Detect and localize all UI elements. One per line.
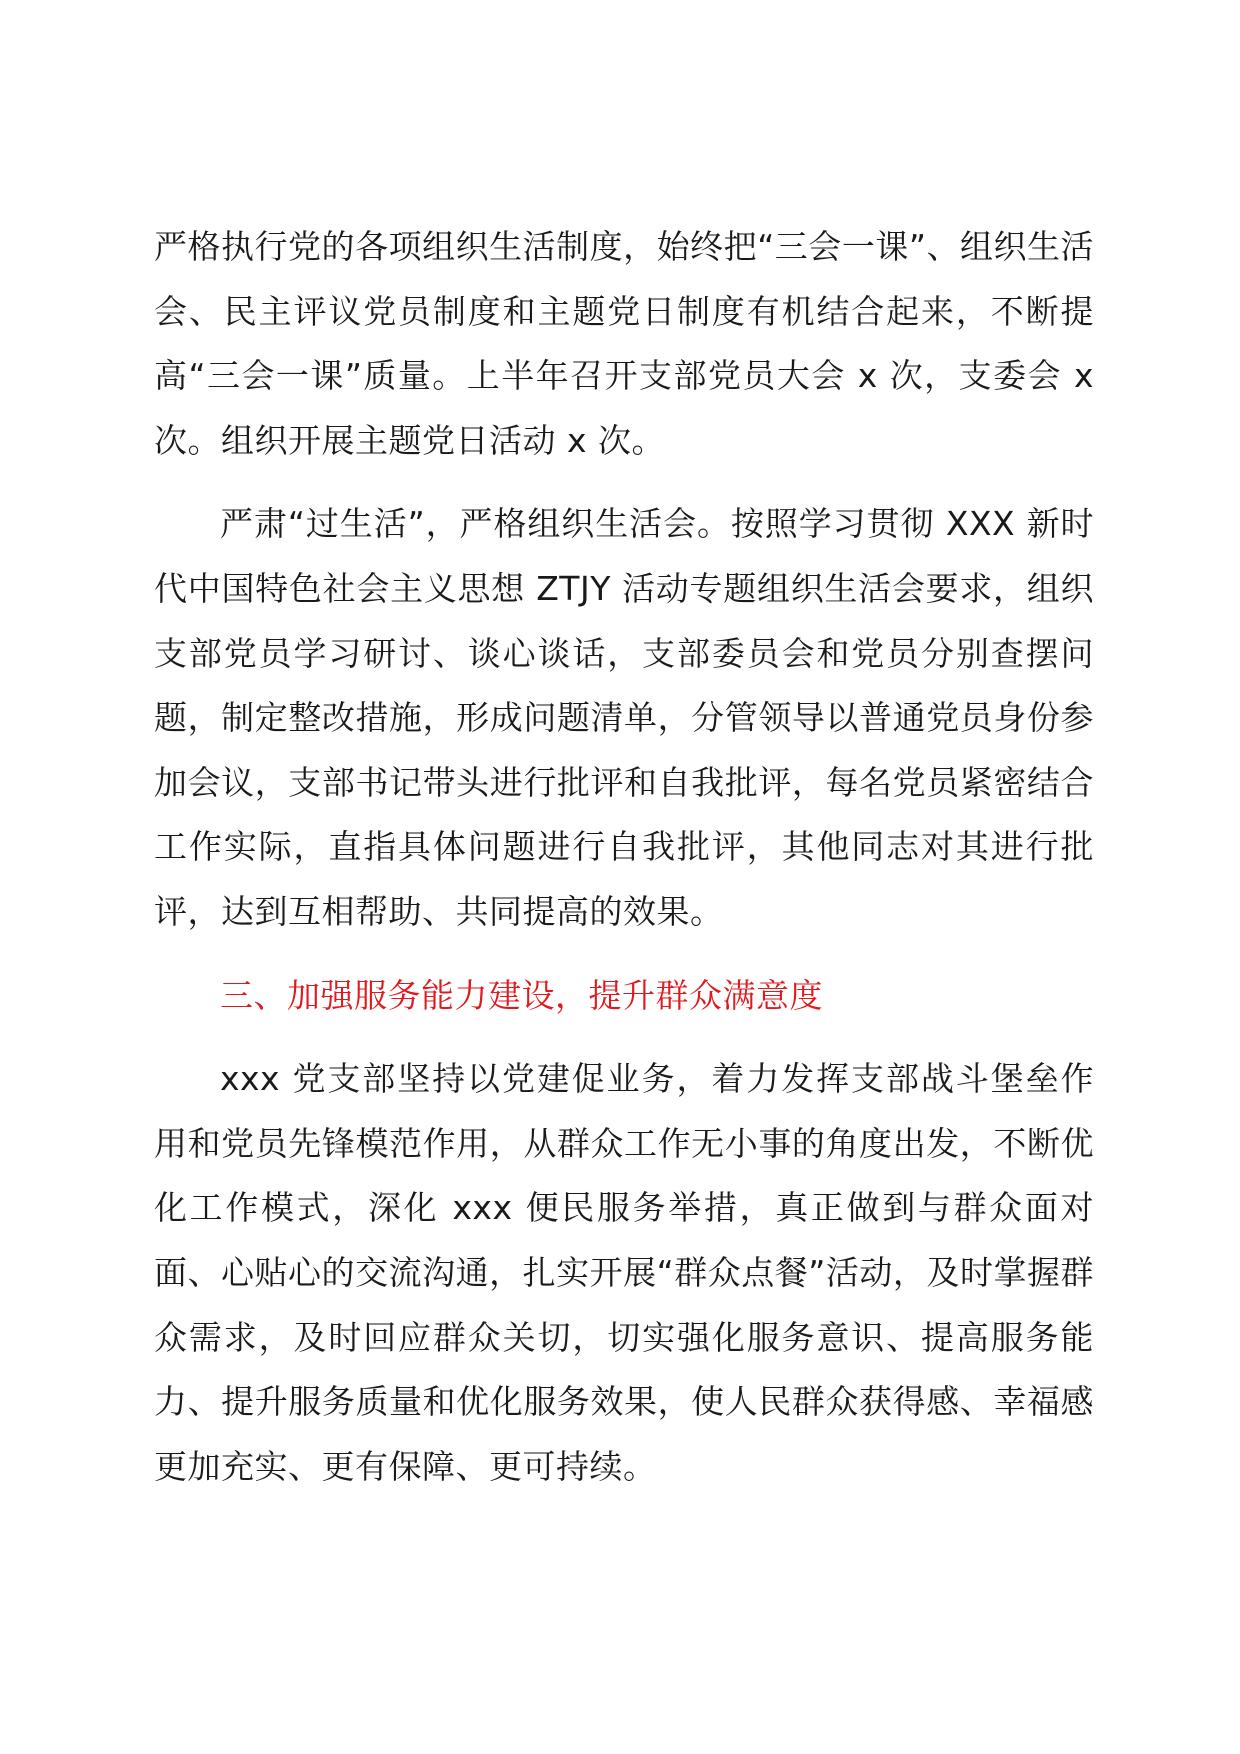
- paragraph-service-capacity: xxx 党支部坚持以党建促业务，着力发挥支部战斗堡垒作用和党员先锋模范作用，从群众工作无小事的角度出发，不断优化工作模式，深化 xxx 便民服务举措，真正做到与群众面对面、心贴心的交流沟通，扎实开展“群众点餐”活动，及时掌握群众需求，及时回应群众关切，切实强化服务意识、提高服务能力、提升服务质量和优化服务效果，使人民群众获得感、幸福感更加充实、更有保障、更可持续。: [154, 1059, 1094, 1486]
- paragraph-gap: [154, 1028, 1094, 1047]
- document-body: [154, 215, 1094, 1499]
- paragraph-organizational-life-meeting: 严肃“过生活”，严格组织生活会。按照学习贯彻 XXX 新时代中国特色社会主义思想 ZTJY 活动专题组织生活会要求，组织支部党员学习研讨、谈心谈话，支部委员会和党员分别查摆问题，制定整改措施，形成问题清单，分管领导以普通党员身份参加会议，支部书记带头进行批评和自我批评，每名党员紧密结合工作实际，直指具体问题进行自我批评，其他同志对其进行批评，达到互相帮助、共同提高的效果。: [154, 504, 1094, 931]
- paragraph-gap: [154, 945, 1094, 964]
- paragraph-gap: [154, 473, 1094, 492]
- section-heading-service-capacity: 三、加强服务能力建设，提升群众满意度: [220, 975, 823, 1015]
- paragraph-organizational-life-system: 严格执行党的各项组织生活制度，始终把“三会一课”、组织生活会、民主评议党员制度和主题党日制度有机结合起来，不断提高“三会一课”质量。上半年召开支部党员大会 x 次，支委会 x 次。组织开展主题党日活动 x 次。: [154, 227, 1094, 460]
